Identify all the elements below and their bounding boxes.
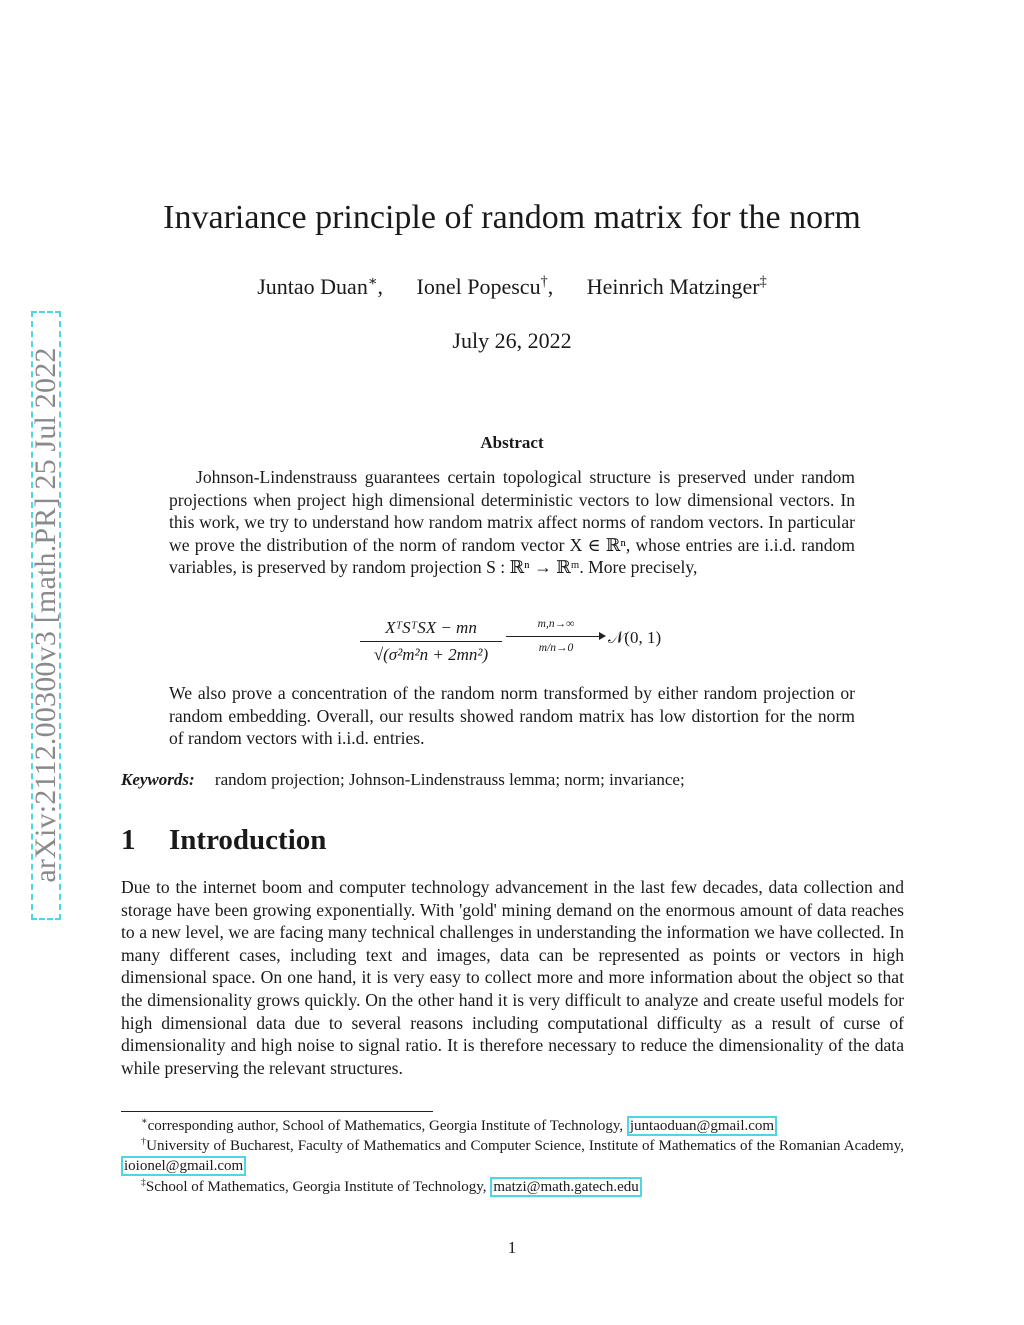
equation-fraction <box>360 618 502 665</box>
keywords-label: Keywords: <box>121 770 195 789</box>
arrow-line <box>506 630 606 642</box>
equation-numerator: XᵀSᵀSX − mn <box>360 618 502 642</box>
introduction-paragraph: Due to the internet boom and computer technology advancement in the last few decades, data collection and storage have been growing exponentially. With 'gold' mining demand on the enormous amount of data reaches to a new level, we are facing many technical challenges in understanding the information we have collected. In many different cases, including text and images, data can be represented as points or vectors in high dimensional space. On one hand, it is very easy to collect more and more information about the object so that the dimensionality grows quickly. On the other hand it is very difficult to analyze and create useful models for high dimensional data due to several reasons including computational difficulty as a result of curse of dimensionality and high noise to signal ratio. It is therefore necessary to reduce the dimensionality of the data while preserving the relevant structures. <box>121 877 904 1078</box>
arxiv-identifier[interactable]: arXiv:2112.00300v3 [math.PR] 25 Jul 2022 <box>29 347 62 883</box>
email-link-1[interactable]: juntaoduan@gmail.com <box>627 1116 777 1136</box>
section-heading <box>121 824 326 857</box>
paper-title: Invariance principle of random matrix for the norm <box>163 199 861 236</box>
section-title: Introduction <box>169 824 327 856</box>
footnote-2: †University of Bucharest, Faculty of Mathematics and Computer Science, Institute of Mathematics of the Romanian Academy, ioionel@gmail.com <box>121 1136 904 1176</box>
paper-date: July 26, 2022 <box>452 328 572 353</box>
keywords-text: random projection; Johnson-Lindenstrauss lemma; norm; invariance; <box>214 770 685 789</box>
equation-denominator: √(σ²m²n + 2mn²) <box>373 645 489 664</box>
abstract-paragraph-2: We also prove a concentration of the random norm transformed by either random projection or random embedding. Overall, our results showed random matrix has low distortion for the norm of random vectors with i.i.d. entries. <box>169 683 855 749</box>
abstract-paragraph-1: Johnson-Lindenstrauss guarantees certain topological structure is preserved under random projections when project high dimensional deterministic vectors to low dimensional vectors. In this work, we try to understand how random matrix affect norms of random vectors. In particular we prove the distribution of the norm of random vector X ∈ ℝⁿ, whose entries are i.i.d. random variables, is preserved by random projection S : ℝⁿ → ℝᵐ. More precisely, <box>169 467 855 578</box>
keywords <box>121 770 901 790</box>
limit-bottom: m/n→0 <box>538 642 574 654</box>
footnote-3: ‡School of Mathematics, Georgia Institute of Technology, matzi@math.gatech.edu <box>121 1177 904 1197</box>
email-link-3[interactable]: matzi@math.gatech.edu <box>490 1177 641 1197</box>
section-number: 1 <box>121 824 136 856</box>
footnote-1: ∗corresponding author, School of Mathematics, Georgia Institute of Technology, juntaoduan@gmail.com <box>121 1116 904 1136</box>
page-number: 1 <box>507 1238 517 1257</box>
limit-top: m,n→∞ <box>537 618 575 630</box>
email-link-2[interactable]: ioionel@gmail.com <box>121 1156 246 1176</box>
author-2: Ionel Popescu† <box>416 273 548 299</box>
author-list: Juntao Duan∗, Ionel Popescu†, Heinrich Matzinger‡ <box>257 273 767 299</box>
author-1: Juntao Duan∗ <box>257 273 378 299</box>
footnote-rule <box>121 1111 433 1112</box>
abstract-heading: Abstract <box>480 433 544 452</box>
main-equation <box>360 618 680 668</box>
author-3: Heinrich Matzinger‡ <box>586 273 767 299</box>
equation-rhs: 𝒩(0, 1) <box>608 628 662 647</box>
convergence-arrow <box>506 618 606 654</box>
